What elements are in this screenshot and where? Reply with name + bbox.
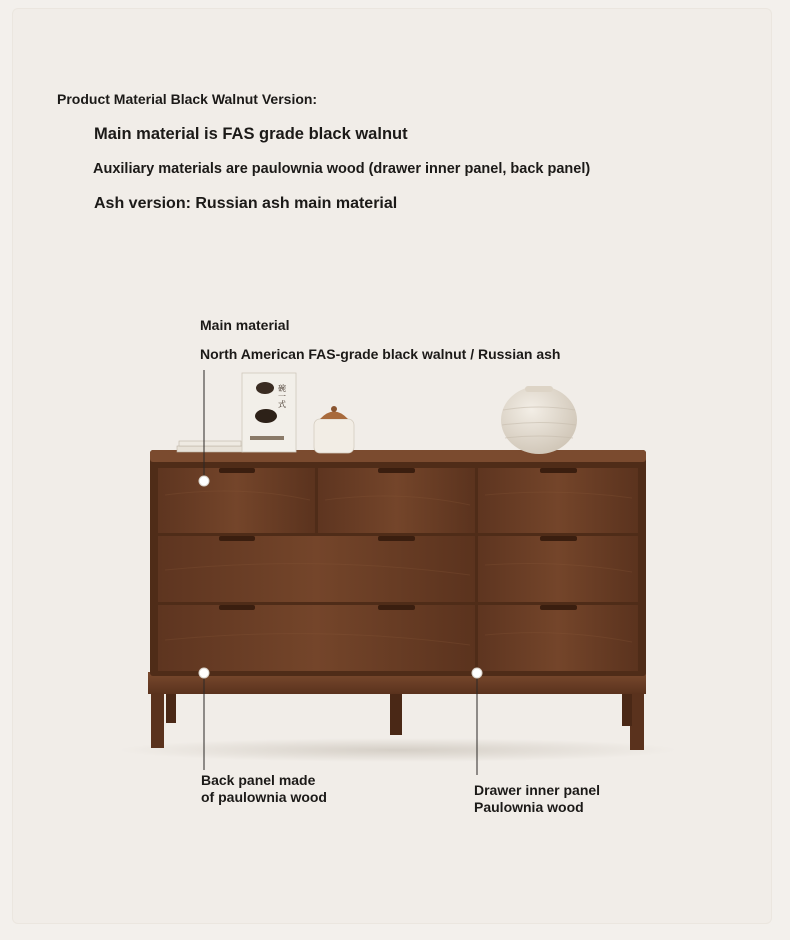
book-cover-bar — [250, 436, 284, 440]
drawer-inner-line1: Drawer inner panel — [474, 782, 601, 798]
jar-lid — [320, 412, 348, 420]
main-material-title: Main material — [200, 317, 290, 333]
vase-neck — [525, 386, 553, 392]
leg-back-right — [622, 690, 632, 726]
material-heading: Product Material Black Walnut Version: — [57, 91, 318, 107]
callout-dot-back — [199, 668, 209, 678]
drawer-r2-a — [158, 536, 475, 602]
handle — [219, 468, 255, 473]
book-cover-bowl — [256, 382, 274, 394]
small-jar — [314, 419, 354, 453]
vase — [501, 386, 577, 454]
callout-dot-main — [199, 476, 209, 486]
leg-middle — [390, 690, 402, 735]
handle — [378, 605, 415, 610]
main-material-line: Main material is FAS grade black walnut — [94, 125, 408, 143]
handle — [540, 605, 577, 610]
drawer-r3-a — [158, 605, 475, 671]
back-panel-label: Back panel made of paulownia wood — [201, 772, 327, 805]
callout-dot-drawer — [472, 668, 482, 678]
leg-back-left — [166, 690, 176, 723]
book-flat — [179, 441, 241, 446]
book-flat — [177, 446, 243, 452]
book-cover-bowl — [255, 409, 277, 423]
drawer-r1-c — [478, 468, 638, 533]
drawer-r3-b — [478, 605, 638, 671]
handle — [219, 536, 255, 541]
jar-knob — [331, 406, 337, 412]
drawer-inner-line2: Paulownia wood — [474, 799, 584, 815]
book-cover-text: 碗一式 — [277, 384, 287, 408]
drawer-inner-label — [474, 782, 634, 816]
main-material-desc: North American FAS-grade black walnut / Russian ash — [200, 346, 561, 362]
handle — [540, 536, 577, 541]
drawer-r1-a — [158, 468, 315, 533]
handle — [540, 468, 577, 473]
floor-shadow — [118, 738, 678, 762]
handle — [378, 536, 415, 541]
ash-version-line: Ash version: Russian ash main material — [94, 195, 398, 212]
drawer-r1-b — [318, 468, 475, 533]
auxiliary-material-line: Auxiliary materials are paulownia wood (drawer inner panel, back panel) — [93, 161, 591, 177]
handle — [378, 468, 415, 473]
handle — [219, 605, 255, 610]
